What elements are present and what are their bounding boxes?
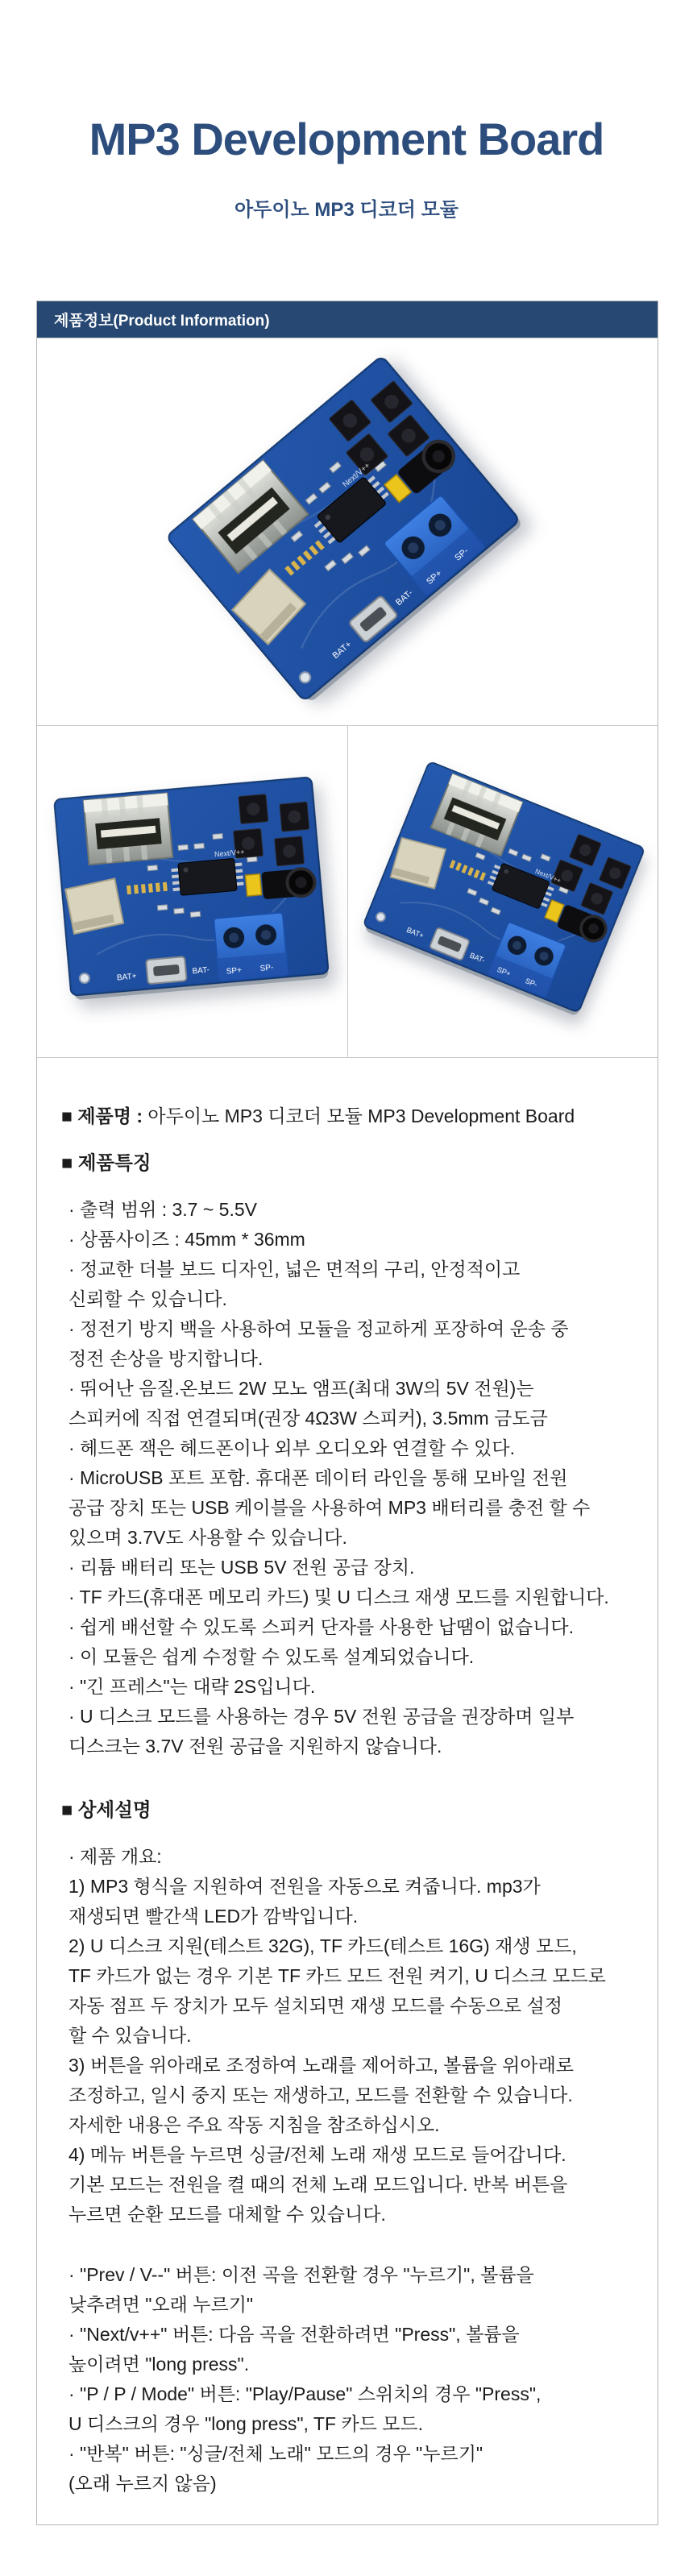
feature-line: 스피커에 직접 연결되며(권장 4Ω3W 스피커), 3.5mm 금도금 — [68, 1408, 548, 1429]
product-photo-left — [37, 726, 348, 1057]
button-detail-line: · "P / P / Mode" 버튼: "Play/Pause" 스위치의 경우 "Press", — [68, 2383, 542, 2404]
pcb-illustration-left — [51, 774, 334, 1010]
details-buttons-list — [61, 2260, 633, 2499]
button-detail-line: · "Next/v++" 버튼: 다음 곡을 전환하려면 "Press", 볼륨을 — [68, 2324, 520, 2345]
product-name-value: 아두이노 MP3 디코더 모듈 MP3 Development Board — [147, 1105, 575, 1126]
detail-line: 할 수 있습니다. — [68, 2025, 192, 2046]
button-detail-line: · "Prev / V--" 버튼: 이전 곡을 전환할 경우 "누르기", 볼륨을 — [68, 2264, 534, 2285]
feature-line: · 뛰어난 음질.온보드 2W 모노 앰프(최대 3W의 5V 전원)는 — [68, 1378, 534, 1399]
feature-line: 디스크는 3.7V 전원 공급을 지원하지 않습니다. — [68, 1736, 442, 1757]
pcb-illustration-main — [161, 350, 533, 715]
section-header-label: 제품정보(Product Information) — [54, 313, 270, 330]
feature-line: · TF 카드(휴대폰 메모리 카드) 및 U 디스크 재생 모드를 지원합니다. — [68, 1587, 609, 1607]
feature-line: · 출력 범위 : 3.7 ~ 5.5V — [68, 1199, 257, 1220]
section-header — [37, 301, 658, 338]
detail-line: 자세한 내용은 주요 작동 지침을 참조하십시오. — [68, 2114, 440, 2135]
features-heading: ■ 제품특징 — [61, 1152, 151, 1173]
details-overview-list — [61, 1842, 633, 2230]
feature-line: · 헤드폰 잭은 헤드폰이나 외부 오디오와 연결할 수 있다. — [68, 1437, 515, 1458]
detail-line: 1) MP3 형식을 지원하여 전원을 자동으로 켜줍니다. mp3가 — [68, 1876, 541, 1897]
detail-line: 4) 메뉴 버튼을 누르면 싱글/전체 노래 재생 모드로 들어갑니다. — [68, 2144, 566, 2165]
detail-line: 2) U 디스크 지원(테스트 32G), TF 카드(테스트 16G) 재생 모드, — [68, 1935, 577, 1956]
page-title: MP3 Development Board — [89, 114, 604, 164]
feature-line: · 리튬 배터리 또는 USB 5V 전원 공급 장치. — [68, 1557, 415, 1578]
button-detail-line: · "반복" 버튼: "싱글/전체 노래" 모드의 경우 "누르기" — [68, 2443, 483, 2464]
feature-line: 있으며 3.7V도 사용할 수 있습니다. — [68, 1527, 347, 1548]
product-description — [37, 1058, 658, 2499]
feature-line: · MicroUSB 포트 포함. 휴대폰 데이터 라인을 통해 모바일 전원 — [68, 1467, 568, 1488]
button-detail-line: (오래 누르지 않음) — [68, 2473, 217, 2494]
feature-line: 신뢰할 수 있습니다. — [68, 1288, 227, 1309]
feature-line: · "긴 프레스"는 대략 2S입니다. — [68, 1676, 316, 1697]
detail-line: · 제품 개요: — [68, 1846, 162, 1867]
photo-row — [37, 726, 658, 1058]
feature-line: 정전 손상을 방지합니다. — [68, 1348, 264, 1369]
detail-line: 조정하고, 일시 중지 또는 재생하고, 모드를 전환할 수 있습니다. — [68, 2084, 573, 2105]
button-detail-line: U 디스크의 경우 "long press", TF 카드 모드. — [68, 2413, 424, 2434]
button-detail-line: 낮추려면 "오래 누르기" — [68, 2294, 254, 2315]
detail-line: 누르면 순환 모드를 대체할 수 있습니다. — [68, 2204, 386, 2225]
button-detail-line: 높이려면 "long press". — [68, 2354, 250, 2375]
detail-line: 자동 점프 두 장치가 모두 설치되면 재생 모드를 수동으로 설정 — [68, 1995, 562, 2016]
detail-line: 3) 버튼을 위아래로 조정하여 노래를 제어하고, 볼륨을 위아래로 — [68, 2055, 575, 2076]
product-photo-main — [37, 338, 658, 726]
feature-line: · 이 모듈은 쉽게 수정할 수 있도록 설계되었습니다. — [68, 1646, 475, 1667]
product-name-label: ■ 제품명 : — [61, 1105, 143, 1126]
product-info-box — [36, 301, 658, 2525]
product-name-row — [61, 1101, 633, 1131]
detail-line: TF 카드가 없는 경우 기본 TF 카드 모드 전원 켜기, U 디스크 모드로 — [68, 1965, 606, 1986]
feature-line: · 정전기 방지 백을 사용하여 모듈을 정교하게 포장하여 운송 중 — [68, 1318, 569, 1339]
feature-line: · 상품사이즈 : 45mm * 36mm — [68, 1229, 305, 1250]
pcb-illustration-right — [356, 757, 650, 1025]
page-subtitle: 아두이노 MP3 디코더 모듈 — [234, 199, 459, 221]
feature-line: 공급 장치 또는 USB 케이블을 사용하여 MP3 배터리를 충전 할 수 — [68, 1497, 591, 1518]
detail-line: 재생되면 빨간색 LED가 깜박입니다. — [68, 1906, 359, 1927]
features-list — [61, 1195, 633, 1761]
details-heading: ■ 상세설명 — [61, 1799, 151, 1820]
feature-line: · 쉽게 배선할 수 있도록 스피커 단자를 사용한 납땜이 없습니다. — [68, 1616, 575, 1637]
feature-line: · 정교한 더블 보드 디자인, 넓은 면적의 구리, 안정적이고 — [68, 1259, 521, 1280]
product-photo-right — [348, 726, 658, 1057]
detail-line: 기본 모드는 전원을 켤 때의 전체 노래 모드입니다. 반복 버튼을 — [68, 2174, 568, 2195]
feature-line: · U 디스크 모드를 사용하는 경우 5V 전원 공급을 권장하며 일부 — [68, 1706, 575, 1727]
